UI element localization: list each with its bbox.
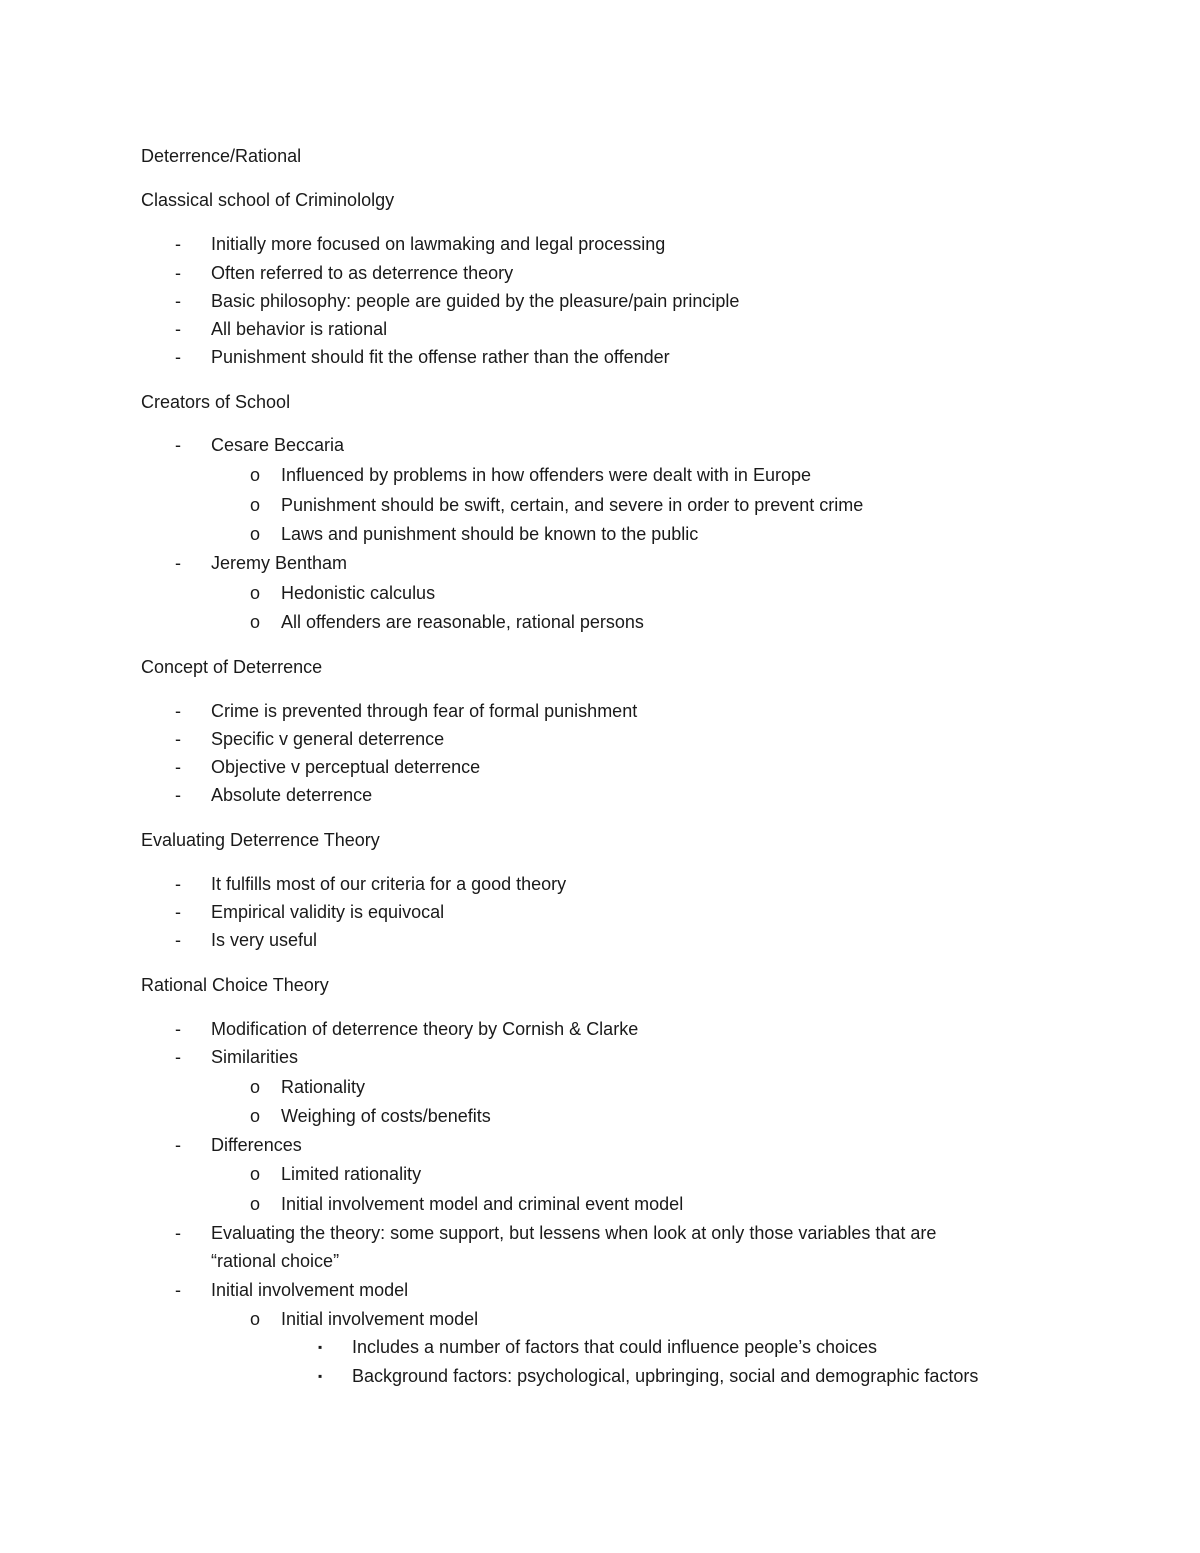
dash-marker: - xyxy=(175,757,181,777)
dash-marker: - xyxy=(175,263,181,283)
dash-marker: - xyxy=(175,785,181,805)
list-item-continuation: “rational choice” xyxy=(211,1251,340,1271)
sub-list-item: Initial involvement model and criminal event model xyxy=(281,1194,684,1214)
document-title: Deterrence/Rational xyxy=(141,146,302,166)
dash-marker: - xyxy=(175,1223,181,1243)
dash-marker: - xyxy=(175,234,181,254)
section-heading-classical: Classical school of Criminololgy xyxy=(141,190,395,210)
dash-marker: - xyxy=(175,1280,181,1300)
list-item: All behavior is rational xyxy=(211,319,388,339)
circle-marker: o xyxy=(250,1164,261,1184)
dash-marker: - xyxy=(175,902,181,922)
list-item: Modification of deterrence theory by Cornish & Clarke xyxy=(211,1019,639,1039)
list-item: Crime is prevented through fear of formal punishment xyxy=(211,701,638,721)
list-item: Is very useful xyxy=(211,930,318,950)
dash-marker: - xyxy=(175,319,181,339)
circle-marker: o xyxy=(250,1106,261,1126)
list-item: Objective v perceptual deterrence xyxy=(211,757,481,777)
list-item-bentham: Jeremy Bentham xyxy=(211,553,348,573)
list-item-similarities: Similarities xyxy=(211,1047,299,1067)
list-item: Initially more focused on lawmaking and legal processing xyxy=(211,234,666,254)
circle-marker: o xyxy=(250,583,261,603)
sub-sub-list-item: Background factors: psychological, upbringing, social and demographic factors xyxy=(352,1366,979,1386)
sub-list-item: Weighing of costs/benefits xyxy=(281,1106,491,1126)
list-item: Often referred to as deterrence theory xyxy=(211,263,514,283)
dash-marker: - xyxy=(175,1135,181,1155)
sub-list-item: Hedonistic calculus xyxy=(281,583,436,603)
circle-marker: o xyxy=(250,1194,261,1214)
dash-marker: - xyxy=(175,1047,181,1067)
sub-list-item: Rationality xyxy=(281,1077,366,1097)
list-item: Basic philosophy: people are guided by the pleasure/pain principle xyxy=(211,291,740,311)
circle-marker: o xyxy=(250,612,261,632)
section-heading-creators: Creators of School xyxy=(141,392,291,412)
list-item: Specific v general deterrence xyxy=(211,729,445,749)
section-heading-concept: Concept of Deterrence xyxy=(141,657,323,677)
dash-marker: - xyxy=(175,874,181,894)
square-marker: ▪ xyxy=(318,1340,323,1354)
circle-marker: o xyxy=(250,524,261,544)
sub-list-item: Punishment should be swift, certain, and severe in order to prevent crime xyxy=(281,495,864,515)
circle-marker: o xyxy=(250,465,261,485)
list-item-differences: Differences xyxy=(211,1135,302,1155)
dash-marker: - xyxy=(175,1019,181,1039)
list-item-initial: Initial involvement model xyxy=(211,1280,409,1300)
sub-list-item: Laws and punishment should be known to the public xyxy=(281,524,699,544)
list-item: Empirical validity is equivocal xyxy=(211,902,445,922)
dash-marker: - xyxy=(175,553,181,573)
list-item: Punishment should fit the offense rather than the offender xyxy=(211,347,670,367)
sub-list-item: Initial involvement model xyxy=(281,1309,479,1329)
dash-marker: - xyxy=(175,291,181,311)
section-heading-rational: Rational Choice Theory xyxy=(141,975,329,995)
square-marker: ▪ xyxy=(318,1369,323,1383)
circle-marker: o xyxy=(250,495,261,515)
list-item: Absolute deterrence xyxy=(211,785,373,805)
circle-marker: o xyxy=(250,1309,261,1329)
dash-marker: - xyxy=(175,435,181,455)
list-item: Evaluating the theory: some support, but lessens when look at only those variables that are xyxy=(211,1223,937,1243)
list-item: It fulfills most of our criteria for a good theory xyxy=(211,874,567,894)
sub-sub-list-item: Includes a number of factors that could influence people’s choices xyxy=(352,1337,877,1357)
section-heading-evaluating: Evaluating Deterrence Theory xyxy=(141,830,380,850)
dash-marker: - xyxy=(175,930,181,950)
circle-marker: o xyxy=(250,1077,261,1097)
dash-marker: - xyxy=(175,729,181,749)
dash-marker: - xyxy=(175,347,181,367)
sub-list-item: Influenced by problems in how offenders were dealt with in Europe xyxy=(281,465,811,485)
sub-list-item: Limited rationality xyxy=(281,1164,422,1184)
list-item-beccaria: Cesare Beccaria xyxy=(211,435,345,455)
dash-marker: - xyxy=(175,701,181,721)
sub-list-item: All offenders are reasonable, rational persons xyxy=(281,612,644,632)
